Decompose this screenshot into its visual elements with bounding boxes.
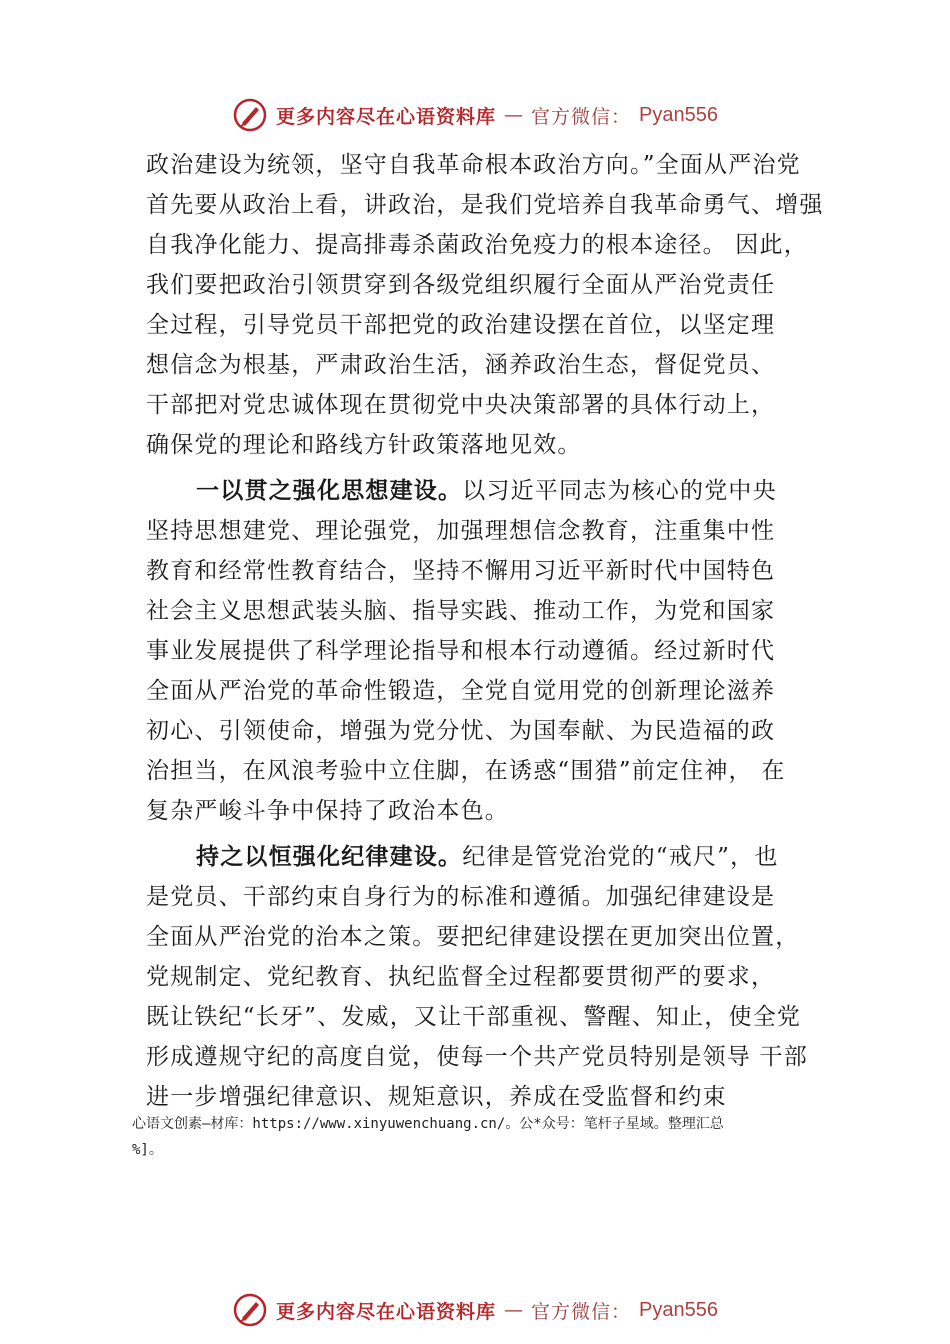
source-note-line: 心语文创素—材库：https://www.xinyuwenchuang.cn/。公*众号：笔杆子星域。整理汇总 bbox=[132, 1116, 724, 1132]
footer-banner bbox=[0, 1290, 950, 1330]
text-line: 既让铁纪“长牙”、发威，又让干部重视、警醒、知止，使全党 bbox=[146, 1004, 802, 1030]
text-line: 治担当，在风浪考验中立住脚，在诱惑“围猎”前定住神， 在 bbox=[146, 758, 786, 784]
banner-wechat-id: Pyan556 bbox=[639, 103, 718, 126]
text-line: 形成遵规守纪的高度自觉，使每一个共产党员特别是领导 干部 bbox=[146, 1044, 808, 1070]
text-line: 进一步增强纪律意识、规矩意识，养成在受监督和约束 bbox=[146, 1084, 727, 1110]
text-run: 纪律是管党治党的“戒尺”，也 bbox=[462, 844, 779, 870]
document-body bbox=[146, 145, 826, 1117]
text-line: 首先要从政治上看，讲政治，是我们党培养自我革命勇气、增强 bbox=[146, 192, 824, 218]
text-line: 想信念为根基，严肃政治生活，涵养政治生态，督促党员、 bbox=[146, 352, 776, 378]
text-line: 坚持思想建党、理论强党，加强理想信念教育，注重集中性 bbox=[146, 518, 776, 544]
banner-title: 更多内容尽在心语资料库 bbox=[276, 105, 497, 128]
text-line: 全面从严治党的治本之策。要把纪律建设摆在更加突出位置， bbox=[146, 924, 800, 950]
header-banner bbox=[0, 95, 950, 135]
text-line: 我们要把政治引领贯穿到各级党组织履行全面从严治党责任 bbox=[146, 272, 776, 298]
pen-logo-icon bbox=[232, 1292, 268, 1328]
banner-wechat-label: 官方微信： bbox=[531, 1300, 632, 1323]
text-line: 自我净化能力、提高排毒杀菌政治免疫力的根本途径。 因此， bbox=[146, 232, 808, 258]
banner-separator: — bbox=[504, 104, 524, 126]
banner-wechat-id: Pyan556 bbox=[639, 1298, 718, 1321]
text-line: 复杂严峻斗争中保持了政治本色。 bbox=[146, 798, 509, 824]
banner-separator: — bbox=[504, 1299, 524, 1321]
text-line: 是党员、干部约束自身行为的标准和遵循。加强纪律建设是 bbox=[146, 884, 776, 910]
text-line: 干部把对党忠诚体现在贯彻党中央决策部署的具体行动上， bbox=[146, 392, 776, 418]
source-note-line: %]。 bbox=[132, 1142, 163, 1158]
text-line: 党规制定、党纪教育、执纪监督全过程都要贯彻严的要求， bbox=[146, 964, 776, 990]
text-line: 确保党的理论和路线方针政策落地见效。 bbox=[146, 432, 582, 458]
text-line: 全过程，引导党员干部把党的政治建设摆在首位，以坚定理 bbox=[146, 312, 776, 338]
text-line: 初心、引领使命，增强为党分忧、为国奉献、为民造福的政 bbox=[146, 718, 776, 744]
paragraph-heading: 持之以恒强化纪律建设。 bbox=[196, 843, 463, 870]
text-run: 以习近平同志为核心的党中央 bbox=[462, 478, 777, 504]
text-line: 社会主义思想武装头脑、指导实践、推动工作，为党和国家 bbox=[146, 598, 776, 624]
banner-wechat-label: 官方微信： bbox=[531, 105, 632, 128]
source-note bbox=[132, 1111, 832, 1163]
text-line: 全面从严治党的革命性锻造，全党自觉用党的创新理论滋养 bbox=[146, 678, 776, 704]
banner-title: 更多内容尽在心语资料库 bbox=[276, 1300, 497, 1323]
text-line: 政治建设为统领，坚守自我革命根本政治方向。”全面从严治党 bbox=[146, 152, 801, 178]
paragraph-first-line bbox=[146, 837, 826, 877]
paragraph-ideology bbox=[146, 471, 826, 831]
paragraph-discipline bbox=[146, 837, 826, 1117]
paragraph-heading: 一以贯之强化思想建设。 bbox=[196, 477, 463, 504]
paragraph-political bbox=[146, 145, 826, 465]
text-line: 事业发展提供了科学理论指导和根本行动遵循。经过新时代 bbox=[146, 638, 776, 664]
paragraph-first-line bbox=[146, 471, 826, 511]
text-line: 教育和经常性教育结合，坚持不懈用习近平新时代中国特色 bbox=[146, 558, 776, 584]
pen-logo-icon bbox=[232, 97, 268, 133]
